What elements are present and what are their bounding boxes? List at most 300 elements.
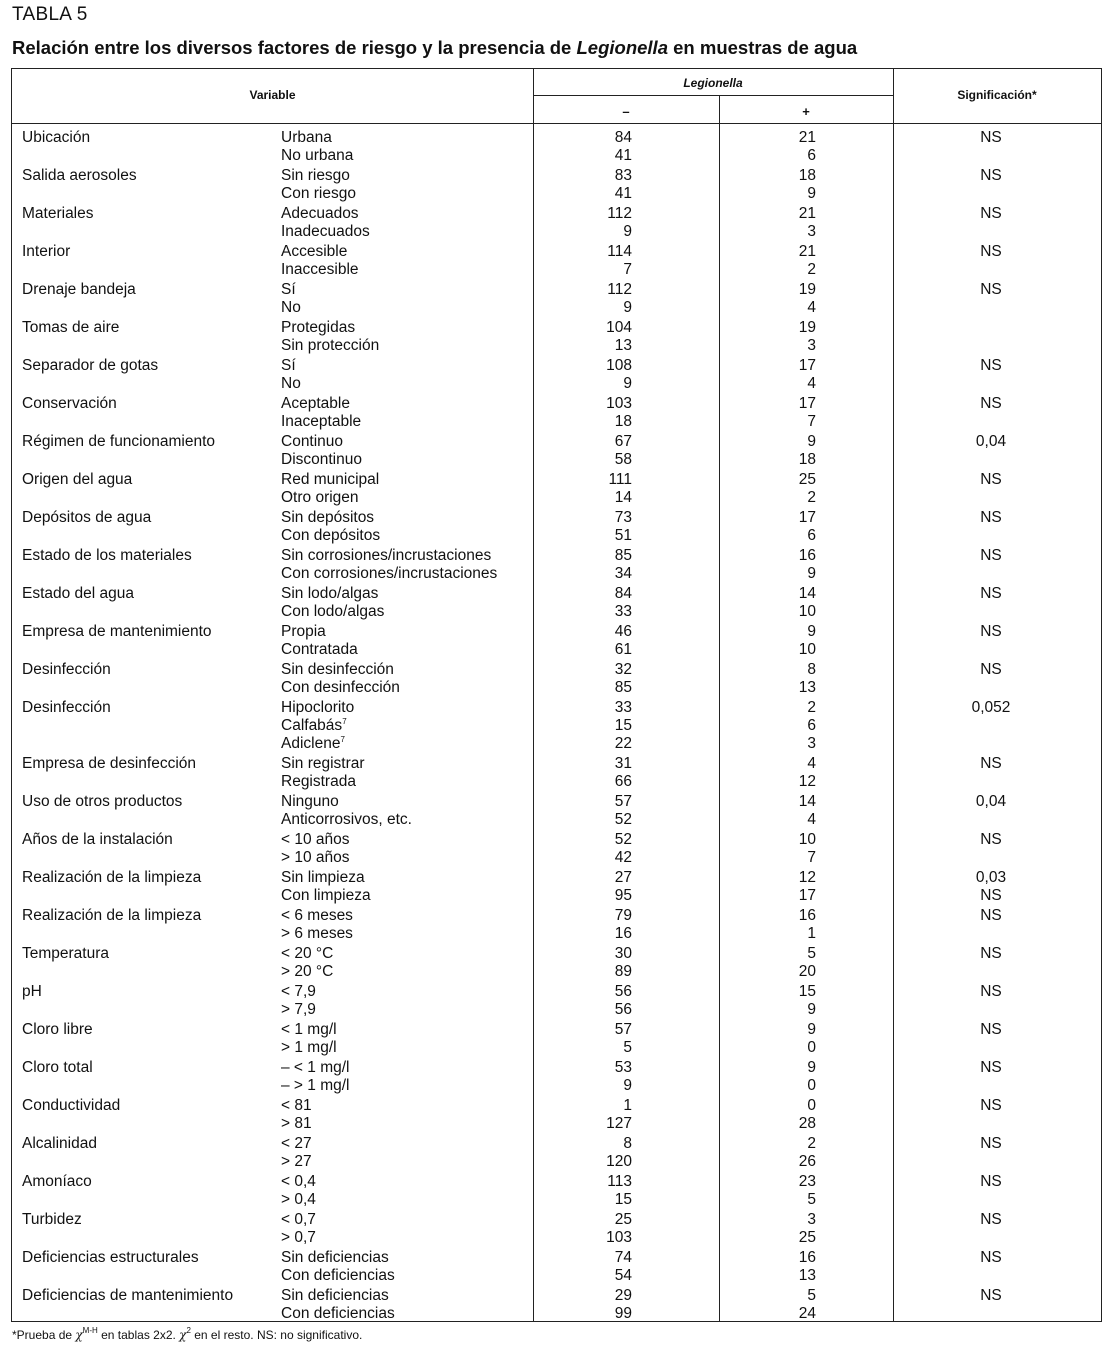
row-negative-value: 29 [614,1286,632,1304]
row-level-value: < 20 °C [281,944,334,962]
row-positive [718,907,816,943]
row-significance-value: NS [980,1134,1002,1152]
row-level [281,205,370,241]
row-level [281,509,380,545]
row-level [281,661,400,697]
row-positive-value: 4 [807,374,816,392]
row-negative-value: 112 [607,281,632,298]
row-positive [718,243,816,279]
row-significance [893,945,1089,963]
row-variable: Salida aerosoles [22,167,137,184]
row-level-value: < 27 [281,1134,312,1152]
row-level-value: < 7,9 [281,982,316,1000]
row-negative-value: 99 [614,1304,632,1322]
row-level [281,471,379,507]
row-level-value: No [281,374,301,392]
row-positive-value: 16 [798,906,816,924]
row-variable: Cloro libre [22,1020,93,1038]
row-level [281,585,384,621]
row-positive-value: 26 [798,1152,816,1170]
row-level-value: > 27 [281,1152,312,1170]
row-level [281,755,365,791]
row-level-value: < 6 meses [281,906,353,924]
row-variable: Temperatura [22,944,110,962]
row-variable: Ubicación [22,129,91,146]
row-positive-value: 13 [798,678,816,696]
row-level-value: Sin riesgo [281,167,350,184]
row-significance [893,907,1089,925]
row-positive-value: 7 [807,848,816,866]
row-significance-value: 0,04 [975,792,1007,810]
row-positive [718,1135,816,1171]
row-negative [532,1097,632,1133]
row-variable: pH [22,982,42,1000]
row-level-value: Sin limpieza [281,868,365,886]
row-positive [718,1097,816,1133]
row-negative [532,281,632,317]
row-variable: Amoníaco [22,1172,92,1190]
row-level-value: > 7,9 [281,1000,316,1018]
row-level [281,793,412,829]
row-positive [718,1173,816,1209]
row-positive-value: 12 [798,868,816,886]
row-significance-value: NS [980,754,1002,772]
row-positive-value: 6 [807,146,816,164]
row-level-value: Sin lodo/algas [281,585,379,602]
row-significance [893,395,1089,413]
row-significance-value: NS [980,205,1002,222]
row-positive-value: 9 [807,1000,816,1018]
row-variable: Estado del agua [22,585,135,602]
row-level-value: Con desinfección [281,678,400,696]
row-level [281,945,333,981]
row-positive-value: 24 [798,1304,816,1322]
row-level [281,243,359,279]
row-positive-value: 3 [807,734,816,752]
row-negative [532,1211,632,1247]
row-level-value: Con depósitos [281,526,381,544]
row-variable: Alcalinidad [22,1134,97,1152]
row-significance-value: 0,03 [975,868,1007,886]
row-negative-value: 74 [614,1248,632,1266]
row-positive-value: 0 [807,1096,816,1114]
row-variable: Desinfección [22,699,111,716]
row-negative-value: 67 [614,433,632,450]
row-level [281,1287,395,1323]
row-negative-value: 9 [623,374,632,392]
row-positive [718,623,816,659]
row-negative [532,1173,632,1209]
row-significance [893,1021,1089,1039]
row-positive-value: 3 [807,222,816,240]
row-negative-value: 5 [623,1038,632,1056]
row-variable: Desinfección [22,661,111,678]
table-label: TABLA 5 [12,4,88,25]
row-negative-value: 103 [606,1228,632,1246]
row-positive-value: 21 [798,205,816,222]
row-negative [532,585,632,621]
row-positive [718,1021,816,1057]
row-level-value: Sin corrosiones/incrustaciones [281,547,492,564]
row-significance-value: NS [980,1020,1002,1038]
row-positive [718,395,816,431]
row-positive-value: 13 [798,1266,816,1284]
row-negative-value: 41 [614,146,632,164]
row-positive [718,357,816,393]
row-significance-value: NS [980,1248,1002,1266]
row-negative-value: 16 [614,924,632,942]
row-positive-value: 0 [807,1038,816,1056]
row-negative [532,471,632,507]
row-positive [718,471,816,507]
row-significance-value: NS [980,944,1002,962]
row-negative-value: 95 [614,886,632,904]
row-significance [893,1173,1089,1191]
row-level-value: Anticorrosivos, etc. [281,810,412,828]
row-negative [532,1059,632,1095]
data-table [11,68,1102,1322]
row-level [281,395,361,431]
row-significance-value: NS [980,395,1002,412]
row-negative [532,509,632,545]
row-negative-value: 32 [614,661,632,678]
row-significance-value: NS [980,1096,1002,1114]
row-positive-value: 1 [807,924,816,942]
header-legionella: Legionella [683,76,743,90]
row-positive-value: 9 [807,1058,816,1076]
row-level-value: Sin depósitos [281,509,375,526]
row-positive-value: 18 [798,167,816,184]
header-variable: Variable [249,88,296,102]
row-level-value: Contratada [281,640,358,658]
row-negative-value: 15 [614,1190,632,1208]
row-level-value: Sí [281,281,296,298]
row-positive-value: 9 [807,1020,816,1038]
row-negative-value: 15 [614,716,632,734]
row-significance-value: NS [980,1286,1002,1304]
row-negative-value: 108 [606,357,632,374]
row-level [281,831,350,867]
row-level-value: Adecuados [281,205,359,222]
row-positive-value: 19 [798,281,816,298]
row-significance [893,471,1089,489]
row-significance [893,547,1089,565]
row-level-value: Hipoclorito [281,699,355,716]
row-positive-value: 8 [807,661,816,678]
row-positive-value: 17 [798,395,816,412]
row-level-value: Calfabás$^7$ [281,716,347,734]
row-positive-value: 12 [798,772,816,790]
row-significance-value: NS [980,830,1002,848]
row-negative [532,395,632,431]
row-positive-value: 6 [807,716,816,734]
row-positive-value: 16 [798,1248,816,1266]
row-negative-value: 114 [607,243,632,260]
row-significance-value: 0,04 [975,433,1007,450]
row-level-value: Ninguno [281,792,339,810]
row-level-value: < 10 años [281,830,350,848]
row-level [281,1021,337,1057]
row-level [281,983,316,1019]
row-level-value: Registrada [281,772,356,790]
row-negative [532,699,632,752]
row-negative [532,755,632,791]
row-positive-value: 9 [807,184,816,202]
row-negative [532,547,632,583]
row-significance-value: NS [980,906,1002,924]
row-positive-value: 10 [798,640,816,658]
row-positive-value: 17 [798,886,816,904]
row-positive [718,205,816,241]
row-negative [532,623,632,659]
row-positive-value: 17 [798,509,816,526]
row-variable: Régimen de funcionamiento [22,433,216,450]
row-level-value: Urbana [281,129,332,146]
row-level-value: Sin deficiencias [281,1286,389,1304]
row-negative-value: 83 [614,167,632,184]
row-level-value: Sin desinfección [281,661,394,678]
row-positive-value: 9 [807,623,816,640]
row-negative-value: 112 [607,205,632,222]
row-level-value: Adiclene$^7$ [281,734,345,752]
row-significance [893,699,1089,717]
row-positive-value: 10 [798,830,816,848]
row-positive-value: 17 [798,357,816,374]
row-negative-value: 31 [614,754,632,772]
row-significance-value: NS [980,1210,1002,1228]
row-level [281,433,362,469]
row-positive [718,585,816,621]
row-significance-value: NS [980,1058,1002,1076]
row-variable: Origen del agua [22,471,133,488]
row-negative-value: 127 [606,1114,632,1132]
row-negative-value: 89 [614,962,632,980]
row-positive-value: 18 [798,450,816,468]
row-negative-value: 56 [614,982,632,1000]
row-negative-value: 42 [614,848,632,866]
row-level [281,699,354,752]
row-level-value: No [281,298,301,316]
row-negative [532,793,632,829]
row-negative-value: 9 [623,298,632,316]
row-negative-value: 8 [623,1134,632,1152]
row-negative-value: 54 [614,1266,632,1284]
row-positive [718,945,816,981]
row-variable: Estado de los materiales [22,547,192,564]
row-significance [893,755,1089,773]
row-variable: Años de la instalación [22,830,173,848]
row-negative-value: 57 [614,792,632,810]
row-negative [532,869,632,905]
row-level-value: Inadecuados [281,222,370,240]
row-variable: Turbidez [22,1210,82,1228]
row-positive-value: 10 [798,602,816,620]
row-significance-value: NS [980,547,1002,564]
row-level [281,907,353,943]
row-negative [532,831,632,867]
row-level [281,1249,395,1285]
row-variable: Conductividad [22,1096,121,1114]
row-variable: Cloro total [22,1058,93,1076]
row-negative [532,661,632,697]
row-negative-value: 25 [614,1210,632,1228]
row-level-value: Discontinuo [281,450,362,468]
row-significance [893,167,1089,185]
row-positive-value: 25 [798,1228,816,1246]
row-negative-value: 51 [614,526,632,544]
header-divider [533,95,893,96]
row-level-value: Continuo [281,433,344,450]
row-positive [718,661,816,697]
row-positive [718,1287,816,1323]
row-positive [718,281,816,317]
row-significance [893,869,1089,905]
row-level [281,1059,350,1095]
row-negative [532,319,632,355]
row-level-value: < 0,7 [281,1210,316,1228]
row-positive-value: 16 [798,547,816,564]
row-variable: Conservación [22,395,117,412]
row-level [281,357,301,393]
row-significance [893,205,1089,223]
row-level [281,623,358,659]
row-negative [532,983,632,1019]
row-positive-value: 21 [798,243,816,260]
row-positive-value: 7 [807,412,816,430]
row-level [281,281,301,317]
row-positive [718,1211,816,1247]
row-significance [893,1097,1089,1115]
row-significance-value: NS [980,167,1002,184]
row-level-value: No urbana [281,146,354,164]
row-positive-value: 28 [798,1114,816,1132]
row-negative [532,205,632,241]
row-variable: Realización de la limpieza [22,906,202,924]
row-negative-value: 1 [623,1096,632,1114]
row-significance-value: 0,052 [971,699,1011,716]
table-title: Relación entre los diversos factores de riesgo y la presencia de Legionella en muestras de agua [12,37,858,58]
row-level-value: Sin protección [281,336,380,354]
row-significance-value: NS [980,129,1002,146]
row-negative [532,1021,632,1057]
row-significance-value: NS [980,982,1002,1000]
row-negative-value: 13 [614,336,632,354]
row-positive [718,319,816,355]
row-level-value: Con lodo/algas [281,602,385,620]
row-variable: Uso de otros productos [22,792,183,810]
row-positive-value: 4 [807,754,816,772]
row-negative-value: 113 [607,1172,632,1190]
row-negative-value: 46 [614,623,632,640]
row-level-value: Sin registrar [281,754,365,772]
row-positive-value: 14 [798,585,816,602]
row-significance [893,509,1089,527]
row-significance [893,1135,1089,1153]
row-positive [718,129,816,165]
row-positive-value: 14 [798,792,816,810]
row-negative-value: 79 [614,906,632,924]
row-positive [718,983,816,1019]
row-level [281,547,497,583]
row-positive [718,433,816,469]
row-positive [718,831,816,867]
row-positive-value: 2 [807,260,816,278]
row-positive [718,755,816,791]
row-significance [893,661,1089,679]
row-significance-value: NS [980,661,1002,678]
row-positive [718,699,816,752]
row-significance [893,129,1089,147]
row-positive-value: 5 [807,1286,816,1304]
row-level-value: < 81 [281,1096,312,1114]
row-significance [893,585,1089,603]
row-significance [893,983,1089,1001]
row-level [281,167,356,203]
row-negative-value: 84 [614,129,632,146]
row-significance [893,281,1089,299]
row-level-value: Con corrosiones/incrustaciones [281,564,498,582]
row-negative-value: 34 [614,564,632,582]
row-negative-value: 14 [614,488,632,506]
row-negative-value: 58 [614,450,632,468]
row-negative-value: 66 [614,772,632,790]
row-level-value: Aceptable [281,395,350,412]
row-level-value: > 1 mg/l [281,1038,337,1056]
row-negative [532,1249,632,1285]
row-positive-value: 4 [807,298,816,316]
row-significance-value: NS [980,243,1002,260]
row-negative-value: 120 [606,1152,632,1170]
row-positive [718,1249,816,1285]
row-negative-value: 9 [623,222,632,240]
row-negative-value: 41 [614,184,632,202]
row-positive-value: 9 [807,433,816,450]
header-positive: + [802,104,810,119]
row-variable: Realización de la limpieza [22,868,202,886]
row-significance [893,1287,1089,1305]
row-positive-value: 23 [798,1172,816,1190]
row-positive [718,167,816,203]
row-negative-value: 85 [614,678,632,696]
row-negative-value: 56 [614,1000,632,1018]
row-level-value: Propia [281,623,326,640]
row-significance [893,357,1089,375]
row-significance [893,433,1089,451]
row-negative-value: 84 [614,585,632,602]
row-significance [893,1249,1089,1267]
row-level-value: Protegidas [281,319,356,336]
row-positive-value: 6 [807,526,816,544]
row-positive-value: 3 [807,1210,816,1228]
row-level-value: Otro origen [281,488,359,506]
row-positive-value: 3 [807,336,816,354]
row-level-value: > 81 [281,1114,312,1132]
header-negative: – [622,104,630,119]
row-negative-value: 30 [614,944,632,962]
row-variable: Empresa de desinfección [22,754,197,772]
row-positive [718,869,816,905]
row-significance-value: NS [980,623,1002,640]
row-positive-value: 19 [798,319,816,336]
row-negative-value: 73 [614,509,632,526]
row-significance [893,793,1089,811]
row-significance-value: NS [980,585,1002,602]
row-significance-value: NS [980,357,1002,374]
row-positive-value: 5 [807,1190,816,1208]
row-negative-value: 57 [614,1020,632,1038]
row-variable: Materiales [22,205,94,222]
row-positive-value: 15 [798,982,816,1000]
